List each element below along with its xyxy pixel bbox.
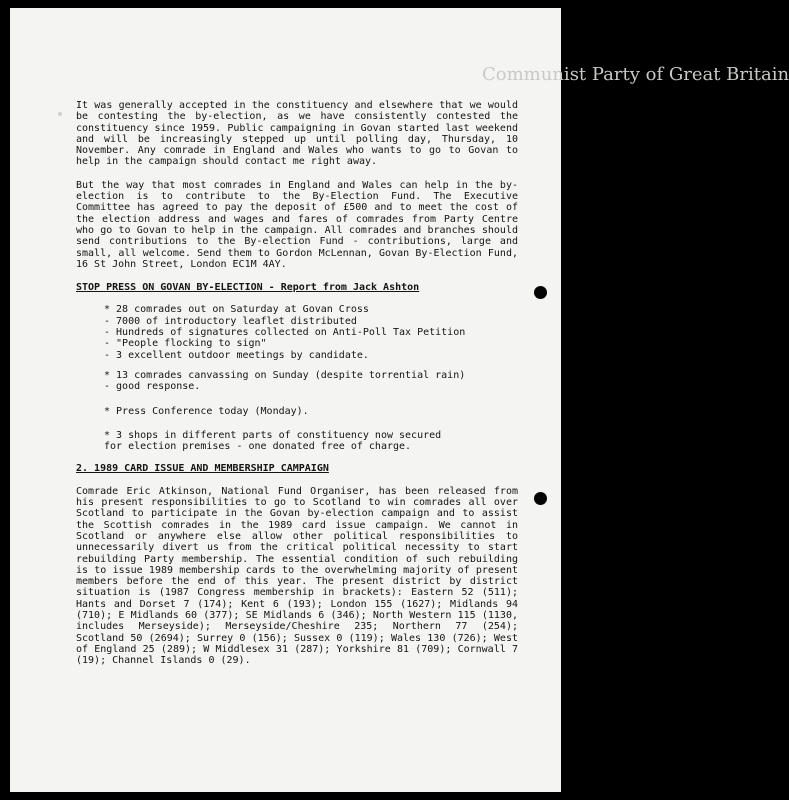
list-item: - good response. <box>104 381 201 393</box>
list-item: * Press Conference today (Monday). <box>104 405 309 417</box>
stop-press-heading: STOP PRESS ON GOVAN BY-ELECTION - Report from Jack Ashton <box>76 282 420 294</box>
list-item: for election premises - one donated free of charge. <box>104 441 412 453</box>
list-item: * 13 comrades canvassing on Sunday (despite torrential rain) <box>104 369 466 381</box>
document-page <box>10 8 789 792</box>
paragraph-card-issue: Comrade Eric Atkinson, National Fund Organiser, has been released from his present responsibilities to go to Scotland to win comrades all over Scotland to participate in the Govan by-election campaign and to assist the Scottish comrades in the 1989 card issue campaign. We cannot in Scotland or anywhere else allow other political responsibilities to unnecessarily divert us from the critical political necessity to start rebuilding Party membership. The essential condition of such rebuilding is to issue 1989 membership cards to the overwhelming majority of present members before the end of this year. The present district by district situation is (1987 Congress membership in brackets): Eastern 52 (511); Hants and Dorset 7 (174); Kent 6 (193); London 155 (1627); Midlands 94 (710); E Midlands 60 (377); SE Midlands 6 (346); North Western 115 (1130, includes Merseyside); Merseyside/Cheshire 235; Northern 77 (254); Scotland 50 (2694); Surrey 0 (156); Sussex 0 (119); Wales 130 (726); West of England 25 (289); W Middlesex 31 (287); Yorkshire 81 (709); Cornwall 7 (19); Channel Islands 0 (29). <box>76 485 518 667</box>
list-item: - "People flocking to sign" <box>104 338 267 350</box>
list-item: * 28 comrades out on Saturday at Govan Cross <box>104 304 369 316</box>
card-issue-heading: 2. 1989 CARD ISSUE AND MEMBERSHIP CAMPAIGN <box>76 463 329 475</box>
list-item: - 7000 of introductory leaflet distributed <box>104 315 357 327</box>
list-item: - 3 excellent outdoor meetings by candidate. <box>104 349 369 361</box>
list-item: * 3 shops in different parts of constituency now secured <box>104 429 442 441</box>
list-item: - Hundreds of signatures collected on Anti-Poll Tax Petition <box>104 327 466 339</box>
paragraph-by-election-fund: But the way that most comrades in England and Wales can help in the by-election is to contribute to the By-Election Fund. The Executive Committee has agreed to pay the deposit of £500 and to meet the cost of the election address and wages and fares of comrades from Party Centre who go to Govan to help in the campaign. All comrades and branches should send contributions to the By-election Fund - contributions, large and small, all welcome. Send them to Gordon McLennan, Govan By-Election Fund, 16 St John Street, London EC1M 4AY. <box>76 179 518 270</box>
punch-hole <box>534 492 547 505</box>
punch-hole <box>534 286 547 299</box>
stop-press-list <box>104 304 518 452</box>
paragraph-by-election: It was generally accepted in the constituency and elsewhere that we would be contesting the by-election, as we have consistently contested the constituency since 1959. Public campaigning in Govan started last weekend and will be increasingly stepped up until polling day, Thursday, 10 November. Any comrade in England and Wales who wants to go to Govan to help in the campaign should contact me right away. <box>76 100 518 168</box>
document-body <box>76 100 518 678</box>
margin-mark <box>58 112 62 116</box>
bleed-through-header: Communist Party of Great Britain <box>482 64 789 85</box>
